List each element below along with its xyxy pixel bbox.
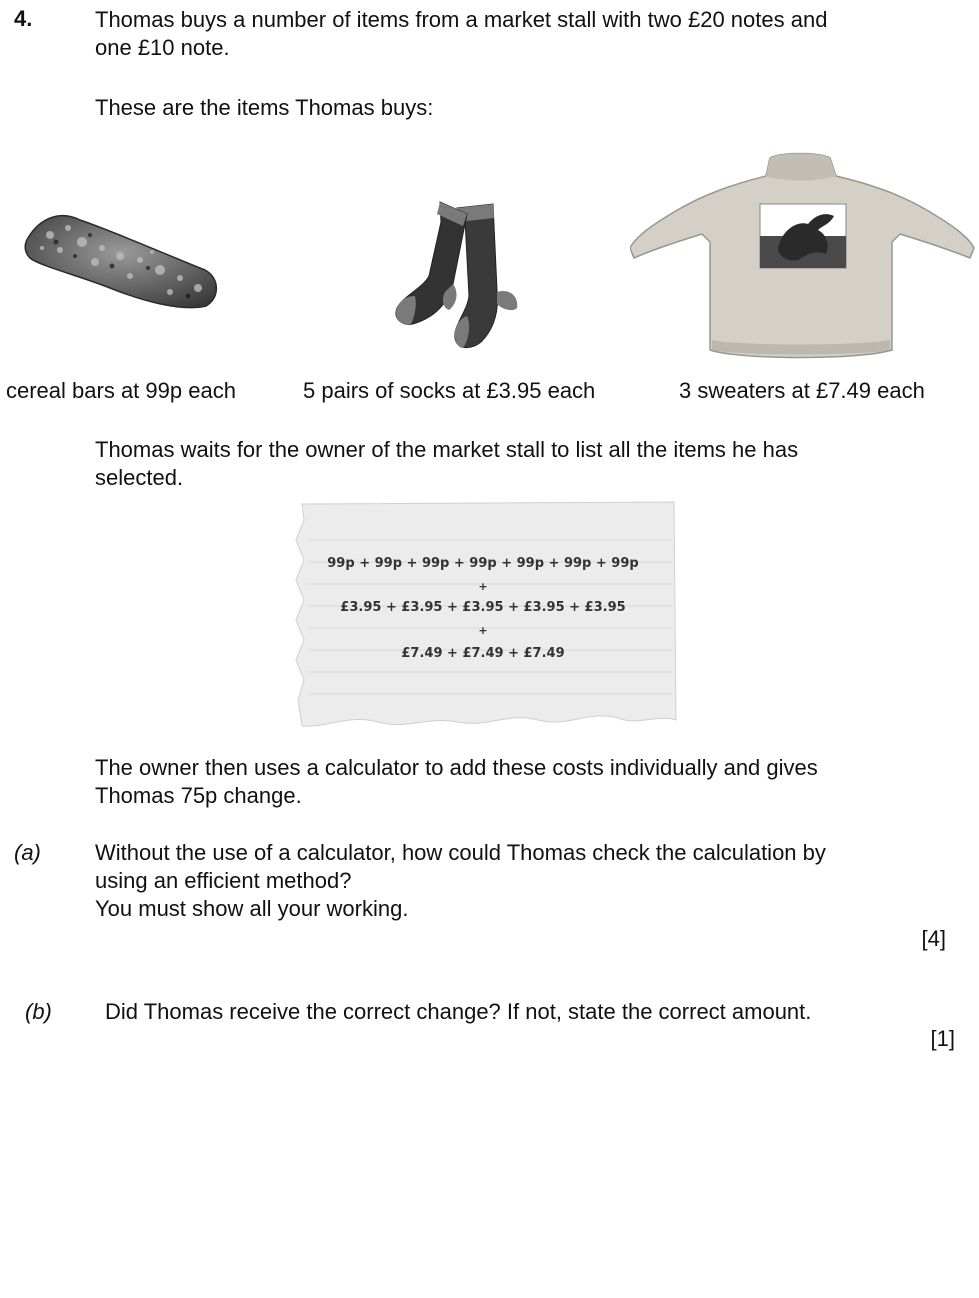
part-a-text (95, 839, 955, 923)
part-a-marks: [4] (921, 926, 946, 951)
part-b-label: (b) (25, 999, 52, 1024)
part-a-line-3: You must show all your working. (95, 896, 409, 921)
sweater-image (630, 150, 975, 362)
item-caption-cereal: cereal bars at 99p each (6, 378, 236, 403)
item-caption-sweaters: 3 sweaters at £7.49 each (679, 378, 925, 403)
part-a-line-2: using an efficient method? (95, 868, 352, 893)
part-a-label: (a) (14, 840, 41, 865)
intro-line-1: Thomas buys a number of items from a market stall with two £20 notes and (95, 7, 828, 32)
cereal-bar-image (20, 200, 225, 315)
waits-line-1: Thomas waits for the owner of the market stall to list all the items he has (95, 437, 799, 462)
intro-text (95, 6, 955, 62)
item-caption-socks: 5 pairs of socks at £3.95 each (303, 378, 596, 403)
note-line-socks: £3.95 + £3.95 + £3.95 + £3.95 + £3.95 (340, 600, 626, 615)
socks-image (385, 200, 545, 355)
note-plus-2: + (478, 624, 488, 637)
owner-line-2: Thomas 75p change. (95, 783, 302, 808)
waits-line-2: selected. (95, 465, 184, 490)
intro-line-2: one £10 note. (95, 35, 230, 60)
part-b-marks: [1] (930, 1026, 955, 1051)
note-line-cereal: 99p + 99p + 99p + 99p + 99p + 99p + 99p (327, 556, 639, 571)
owner-text (95, 754, 955, 810)
waits-text (95, 436, 955, 492)
owner-line-1: The owner then uses a calculator to add these costs individually and gives (95, 755, 818, 780)
part-b-text: Did Thomas receive the correct change? If not, state the correct amount. (105, 999, 812, 1024)
shopping-list-note (288, 500, 678, 732)
items-heading: These are the items Thomas buys: (95, 95, 434, 120)
note-line-sweaters: £7.49 + £7.49 + £7.49 (401, 646, 565, 661)
note-plus-1: + (478, 580, 488, 593)
torn-paper-background (288, 500, 678, 732)
question-number: 4. (14, 6, 33, 31)
part-a-line-1: Without the use of a calculator, how could Thomas check the calculation by (95, 840, 826, 865)
